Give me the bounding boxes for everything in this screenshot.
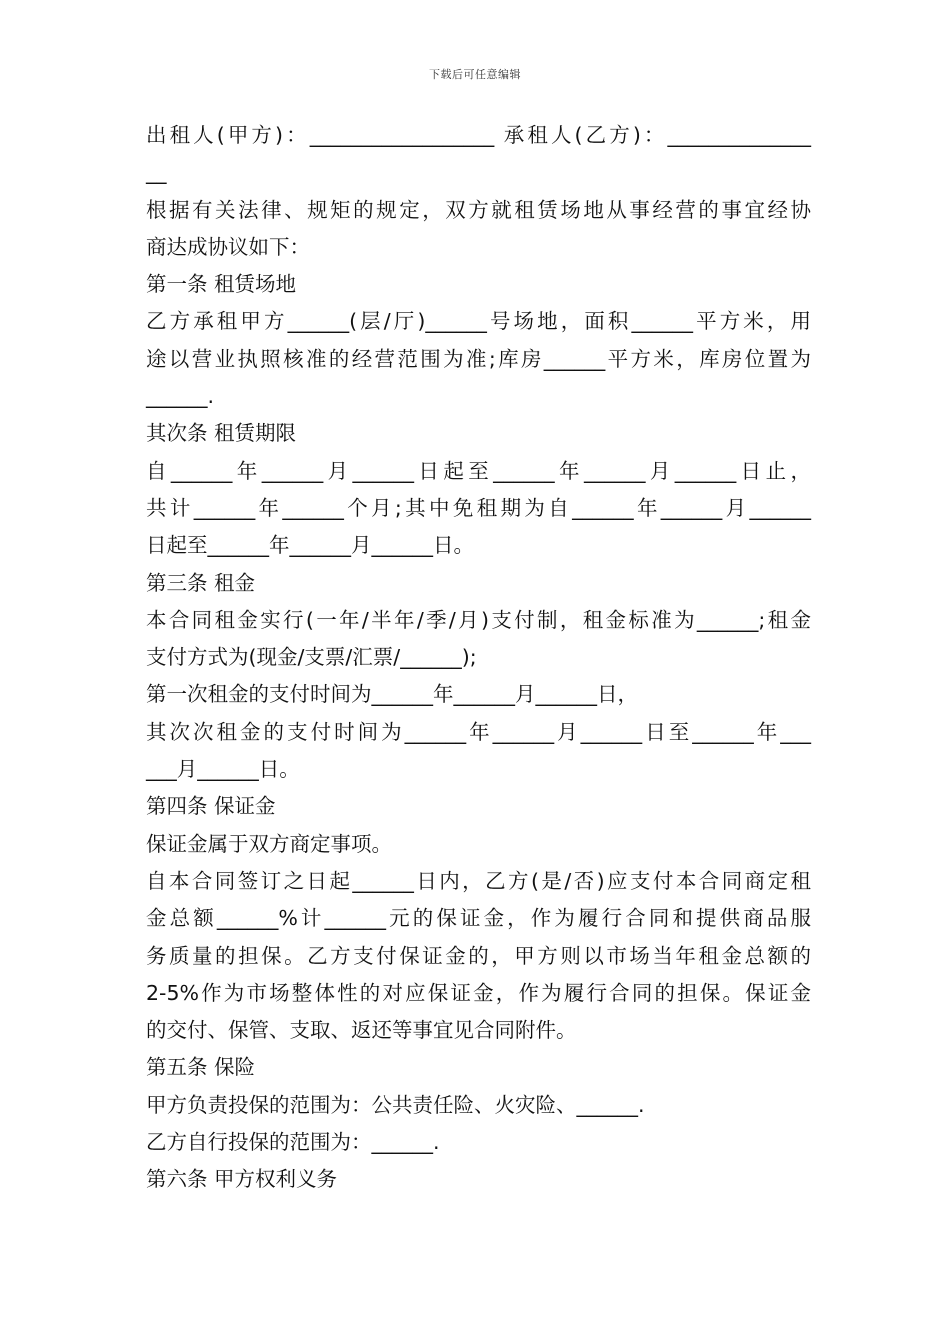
- paragraph-line: ______.: [146, 384, 215, 409]
- paragraph-line: 其次次租金的支付时间为______年______月______日至______年___: [146, 719, 811, 744]
- party-line: 出租人(甲方)：__________________ 承租人(乙方)：______________: [146, 123, 811, 147]
- article-heading: 第五条 保险: [146, 1055, 256, 1080]
- paragraph-line: 务质量的担保。乙方支付保证金的，甲方则以市场当年租金总额的: [146, 943, 811, 968]
- header-note: 下载后可任意编辑: [429, 68, 521, 81]
- paragraph-line: 共计______年______个月;其中免租期为自______年______月______: [146, 495, 811, 520]
- paragraph-line: 自本合同签订之日起______日内，乙方(是/否)应支付本合同商定租: [146, 868, 811, 893]
- paragraph-line: __: [146, 160, 167, 185]
- article-heading: 其次条 租赁期限: [146, 421, 297, 446]
- paragraph-line: 的交付、保管、支取、返还等事宜见合同附件。: [146, 1018, 577, 1043]
- paragraph-line: ___月______日。: [146, 757, 300, 782]
- paragraph-line: 保证金属于双方商定事项。: [146, 831, 392, 856]
- document-body: [146, 117, 811, 1199]
- paragraph-line: 第一次租金的支付时间为______年______月______日，: [146, 682, 638, 707]
- article-heading: 第一条 租赁场地: [146, 272, 297, 297]
- paragraph-line: 途以营业执照核准的经营范围为准;库房______平方米，库房位置为: [146, 346, 811, 371]
- paragraph-line: 乙方承租甲方______(层/厅)______号场地，面积______平方米，用: [146, 309, 811, 334]
- paragraph-line: 金总额______%计______元的保证金，作为履行合同和提供商品服: [146, 906, 811, 931]
- paragraph-line: 自______年______月______日起至______年______月______日止，: [146, 458, 811, 483]
- article-heading: 第六条 甲方权利义务: [146, 1167, 338, 1192]
- paragraph-line: 本合同租金实行(一年/半年/季/月)支付制，租金标准为______;租金: [146, 607, 811, 632]
- article-heading: 第四条 保证金: [146, 794, 276, 819]
- paragraph-line: 甲方负责投保的范围为：公共责任险、火灾险、______.: [146, 1092, 645, 1117]
- paragraph-line: 2-5%作为市场整体性的对应保证金，作为履行合同的担保。保证金: [146, 980, 811, 1005]
- paragraph-line: 日起至______年______月______日。: [146, 533, 474, 558]
- article-heading: 第三条 租金: [146, 570, 256, 595]
- paragraph-line: 支付方式为(现金/支票/汇票/______);: [146, 645, 477, 670]
- paragraph-line: 乙方自行投保的范围为：______.: [146, 1130, 440, 1155]
- paragraph-line: 商达成协议如下：: [146, 234, 310, 259]
- paragraph-line: 根据有关法律、规矩的规定，双方就租赁场地从事经营的事宜经协: [146, 197, 811, 222]
